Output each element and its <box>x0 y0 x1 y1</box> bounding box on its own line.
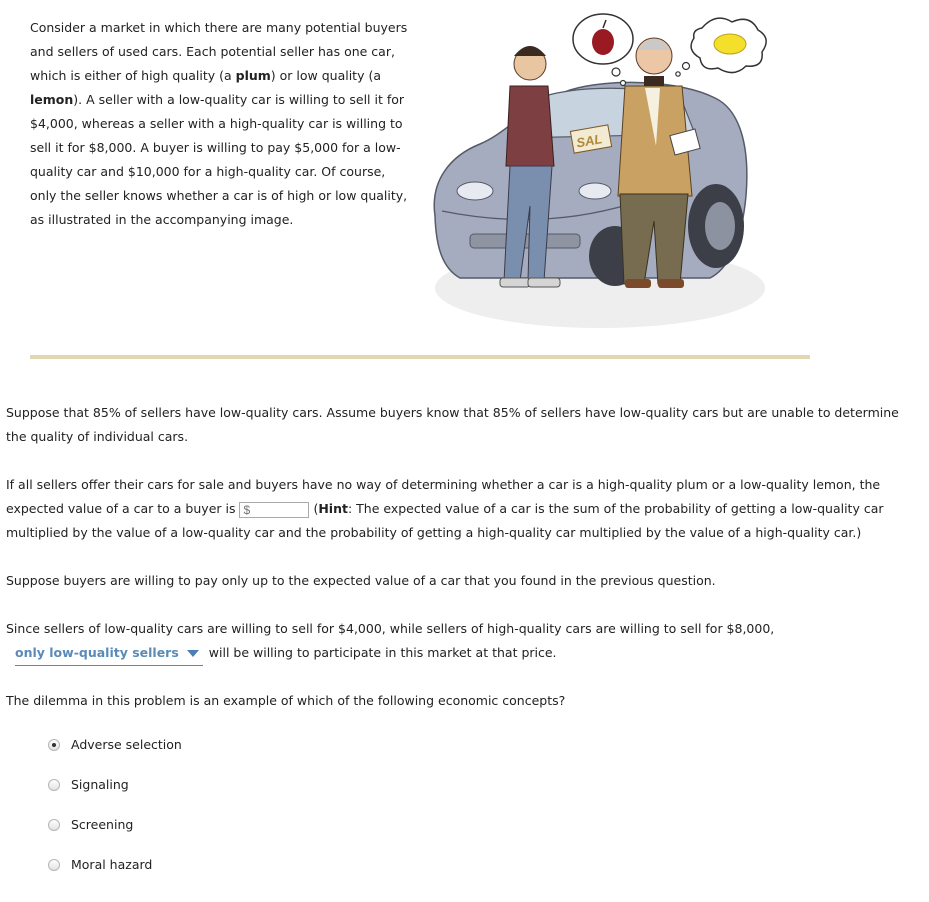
participation-text-end: will be willing to participate in this market at that price. <box>208 645 557 660</box>
radio-button[interactable] <box>48 819 60 831</box>
plum-thought-bubble <box>573 14 633 86</box>
option-label: Signaling <box>71 777 129 792</box>
participation-question <box>6 617 921 666</box>
expected-value-question <box>6 473 921 545</box>
section-divider <box>30 355 810 359</box>
expected-value-text: If all sellers offer their cars for sale and buyers have no way of determining whether a car is a high-quality plum or a low-quality lemon, the expected value of a car to a buyer is <box>6 477 881 516</box>
intro-text <box>30 16 415 232</box>
car-icon <box>434 82 747 286</box>
lemon-thought-bubble <box>676 18 766 76</box>
dropdown-selected-value: only low-quality sellers <box>15 645 179 660</box>
intro-text-part-1: Consider a market in which there are many potential buyers and sellers of used cars. Each potential seller has one car, which is either of high quality (a <box>30 20 408 83</box>
radio-button[interactable] <box>48 779 60 791</box>
intro-text-part-2: ) or low quality (a <box>270 68 381 83</box>
option-label: Adverse selection <box>71 737 182 752</box>
radio-button[interactable] <box>48 859 60 871</box>
hint-text: : The expected value of a car is the sum of the probability of getting a low-quality car multiplied by the value of a low-quality car and the probability of getting a high-quality car multiplied by the value of a high-quality car.) <box>6 501 884 540</box>
participation-dropdown[interactable] <box>15 641 203 666</box>
expected-value-input[interactable] <box>239 502 309 518</box>
hint-label: Hint <box>318 501 348 516</box>
option-label: Moral hazard <box>71 857 153 872</box>
concept-question: The dilemma in this problem is an example of which of the following economic concepts? <box>6 693 566 708</box>
participation-text: Since sellers of low-quality cars are willing to sell for $4,000, while sellers of high-quality cars are willing to sell for $8,000, <box>6 621 775 636</box>
used-car-illustration <box>420 6 772 336</box>
radio-button-selected[interactable] <box>48 739 60 751</box>
plum-icon <box>592 29 614 55</box>
lemon-term: lemon <box>30 92 74 107</box>
option-label: Screening <box>71 817 134 832</box>
hint-open: ( <box>309 501 319 516</box>
question-setup-text: Suppose that 85% of sellers have low-quality cars. Assume buyers know that 85% of sellers have low-quality cars but are unable to determine the quality of individual cars. <box>6 405 899 444</box>
intro-text-part-3: ). A seller with a low-quality car is willing to sell it for $4,000, whereas a seller with a high-quality car is willing to sell it for $8,000. A buyer is willing to pay $5,000 for a low-quality car and $10,000 for a high-quality car. Of course, only the seller knows whether a car is of high or low quality, as illustrated in the accompanying image. <box>30 92 408 227</box>
chevron-down-icon <box>187 650 199 657</box>
lemon-icon <box>714 34 746 54</box>
plum-term: plum <box>235 68 271 83</box>
buyer-assumption-text: Suppose buyers are willing to pay only up to the expected value of a car that you found in the previous question. <box>6 573 716 588</box>
sale-sign-text: SAL <box>575 131 604 151</box>
